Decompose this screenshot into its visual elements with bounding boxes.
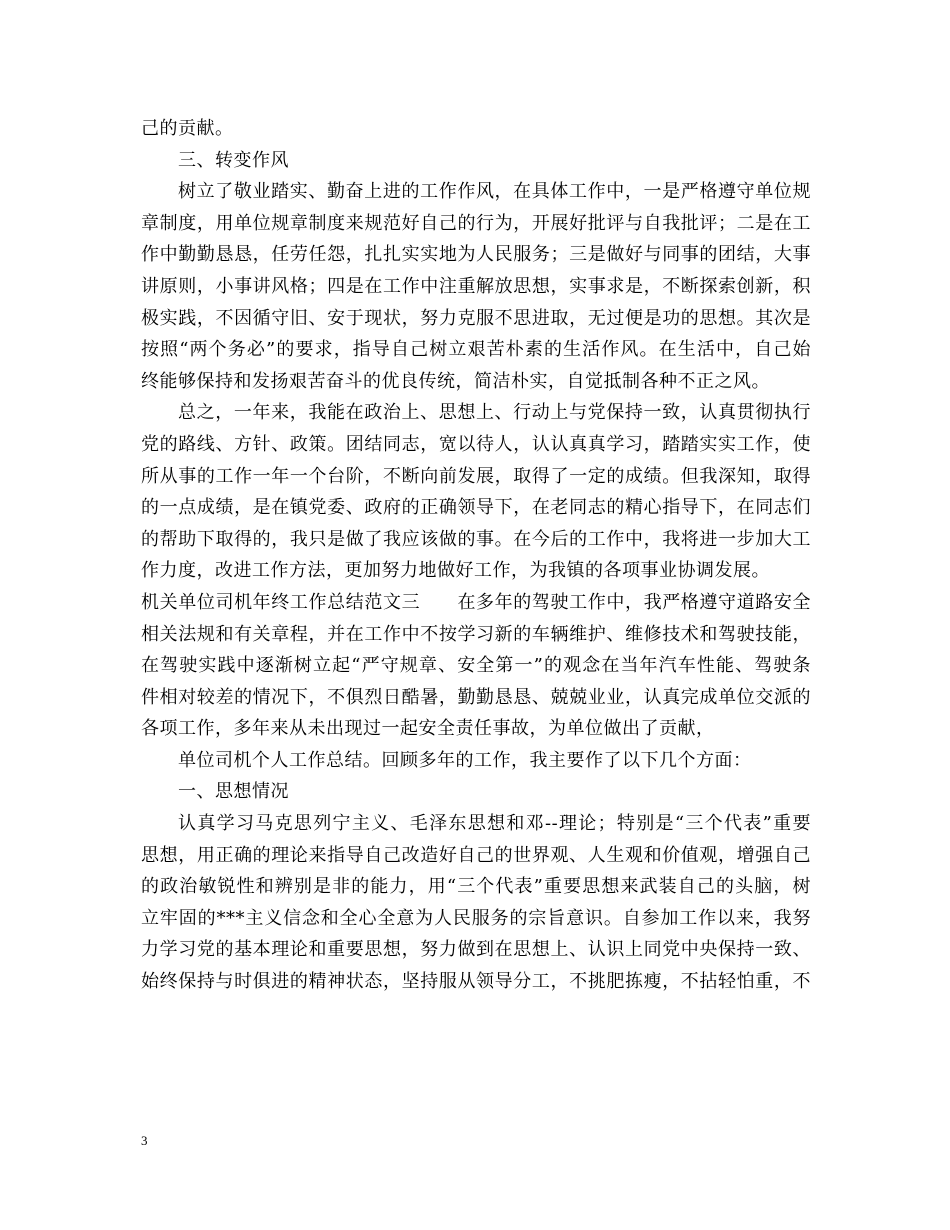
text-line: 己的贡献。: [141, 118, 234, 139]
text-line: 立牢固的***主义信念和全心全意为人民服务的宗旨意识。自参加工作以来，我努: [141, 907, 811, 929]
text-line: 所从事的工作一年一个台阶，不断向前发展，取得了一定的成绩。但我深知，取得: [141, 465, 811, 487]
text-line: 三、转变作风: [178, 149, 289, 171]
text-line: 讲原则，小事讲风格；四是在工作中注重解放思想，实事求是，不断探索创新，积: [141, 275, 811, 297]
text-line: 思想，用正确的理论来指导自己改造好自己的世界观、人生观和价值观，增强自己: [141, 844, 811, 866]
text-line: 党的路线、方针、政策。团结同志，宽以待人，认认真真学习，踏踏实实工作，使: [141, 433, 811, 455]
text-line: 按照“两个务必”的要求，指导自己树立艰苦朴素的生活作风。在生活中，自己始: [141, 339, 811, 361]
text-line: 终能够保持和发扬艰苦奋斗的优良传统，简洁朴实，自觉抵制各种不正之风。: [141, 370, 770, 392]
text-line: 各项工作，多年来从未出现过一起安全责任事故，为单位做出了贡献，: [141, 718, 715, 740]
text-line: 相关法规和有关章程，并在工作中不按学习新的车辆维护、维修技术和驾驶技能，: [141, 623, 811, 645]
text-line: 始终保持与时俱进的精神状态，坚持服从领导分工，不挑肥拣瘦，不拈轻怕重，不: [141, 971, 811, 993]
text-line: 的一点成绩，是在镇党委、政府的正确领导下，在老同志的精心指导下，在同志们: [141, 497, 811, 519]
page-number: 3: [141, 1133, 148, 1148]
text-line: 在驾驶实践中逐渐树立起“严守规章、安全第一”的观念在当年汽车性能、驾驶条: [141, 655, 811, 677]
text-line: 章制度，用单位规章制度来规范好自己的行为，开展好批评与自我批评；二是在工: [141, 212, 811, 234]
text-line: 单位司机个人工作总结。回顾多年的工作，我主要作了以下几个方面：: [178, 749, 752, 771]
text-line: 极实践，不因循守旧、安于现状，努力克服不思进取，无过便是功的思想。其次是: [141, 307, 811, 329]
text-line: 总之，一年来，我能在政治上、思想上、行动上与党保持一致，认真贯彻执行: [178, 402, 811, 424]
text-line: 一、思想情况: [178, 781, 289, 803]
text-line: 的帮助下取得的，我只是做了我应该做的事。在今后的工作中，我将进一步加大工: [141, 528, 811, 550]
text-line: 力学习党的基本理论和重要思想，努力做到在思想上、认识上同党中央保持一致、: [141, 939, 811, 961]
text-line: 的政治敏锐性和辨别是非的能力，用“三个代表”重要思想来武装自己的头脑，树: [141, 876, 811, 898]
text-line: 认真学习马克思列宁主义、毛泽东思想和邓--理论；特别是“三个代表”重要: [178, 813, 811, 835]
text-line: 树立了敬业踏实、勤奋上进的工作作风，在具体工作中，一是严格遵守单位规: [178, 181, 811, 203]
document-body: [141, 113, 811, 998]
text-line: 件相对较差的情况下，不俱烈日酷暑，勤勤恳恳、兢兢业业，认真完成单位交派的: [141, 686, 811, 708]
text-line: 作中勤勤恳恳，任劳任怨，扎扎实实地为人民服务；三是做好与同事的团结，大事: [141, 244, 811, 266]
text-line: 机关单位司机年终工作总结范文三 在多年的驾驶工作中，我严格遵守道路安全: [141, 591, 811, 613]
text-line: 作力度，改进工作方法，更加努力地做好工作，为我镇的各项事业协调发展。: [141, 560, 770, 582]
